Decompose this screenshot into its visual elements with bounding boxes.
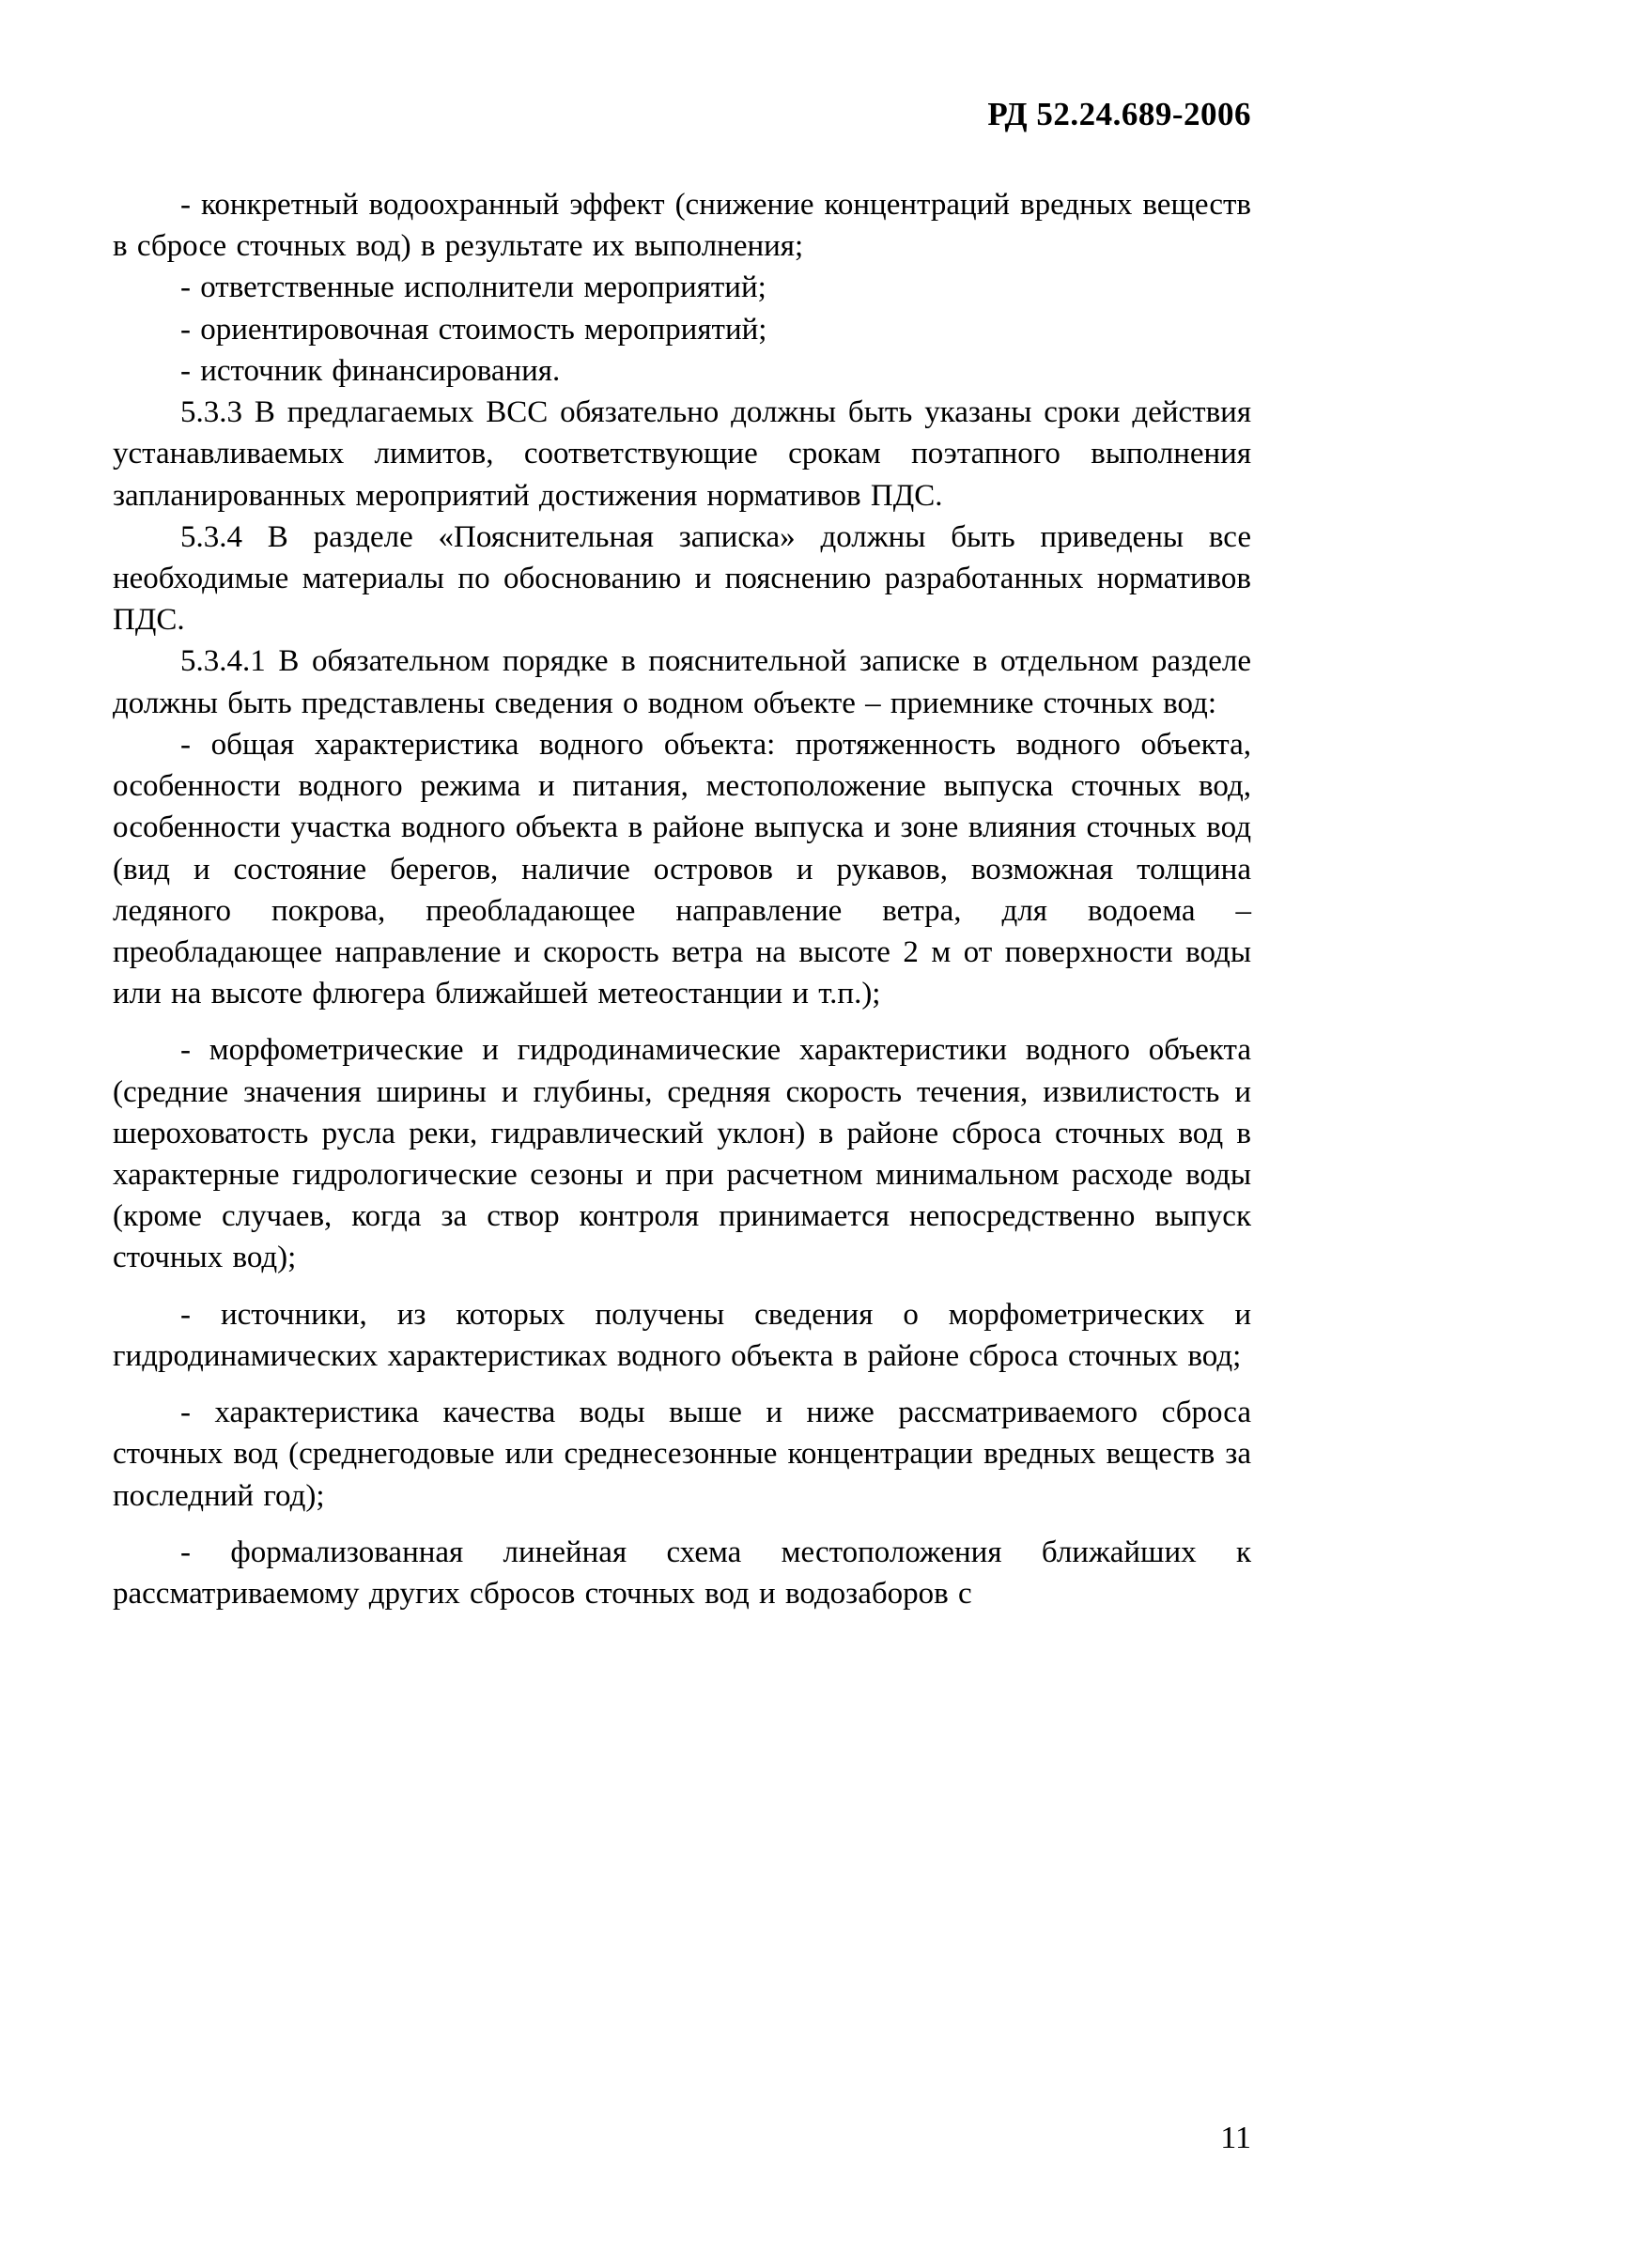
paragraph: 5.3.4.1 В обязательном порядке в пояснительной записке в отдельном разделе должны быть представлены сведения о водном объекте – приемнике сточных вод: bbox=[113, 644, 1251, 720]
paragraph: - морфометрические и гидродинамические характеристики водного объекта (средние значения ширины и глубины, средняя скорость течения, извилистость и шероховатость русла реки, гидравлический уклон) в районе сброса сточных вод в характерные гидрологические сезоны и при расчетном минимальном расходе воды (кроме случаев, когда за створ контроля принимается непосредственно выпуск сточных вод); bbox=[113, 1033, 1251, 1275]
paragraph: - ориентировочная стоимость мероприятий; bbox=[180, 312, 767, 347]
paragraph: 5.3.3 В предлагаемых ВСС обязательно должны быть указаны сроки действия устанавливаемых лимитов, соответствующие срокам поэтапного выполнения запланированных мероприятий достижения нормативов ПДС. bbox=[113, 395, 1251, 513]
paragraph: - источник финансирования. bbox=[180, 353, 561, 388]
paragraph: - характеристика качества воды выше и ниже рассматриваемого сброса сточных вод (среднегодовые или среднесезонные концентрации вредных веществ за последний год); bbox=[113, 1396, 1251, 1513]
paragraph: - общая характеристика водного объекта: протяженность водного объекта, особенности водного режима и питания, местоположение выпуска сточных вод, особенности участка водного объекта в районе выпуска и зоне влияния сточных вод (вид и состояние берегов, наличие островов и рукавов, возможная толщина ледяного покрова, преобладающее направление ветра, для водоема – преобладающее направление и скорость ветра на высоте 2 м от поверхности воды или на высоте флюгера ближайшей метеостанции и т.п.); bbox=[113, 727, 1251, 1011]
paragraph: - ответственные исполнители мероприятий; bbox=[180, 270, 766, 305]
paragraph: - конкретный водоохранный эффект (снижение концентраций вредных веществ в сбросе сточных вод) в результате их выполнения; bbox=[113, 188, 1251, 264]
paragraph: 5.3.4 В разделе «Пояснительная записка» должны быть приведены все необходимые материалы по обоснованию и пояснению разработанных нормативов ПДС. bbox=[113, 519, 1251, 638]
paragraph: - формализованная линейная схема местоположения ближайших к рассматриваемому других сбросов сточных вод и водозаборов с bbox=[113, 1535, 1251, 1611]
document-code-header: РД 52.24.689-2006 bbox=[987, 96, 1251, 132]
document-body bbox=[113, 184, 1251, 1614]
paragraph: - источники, из которых получены сведения о морфометрических и гидродинамических характеристиках водного объекта в районе сброса сточных вод; bbox=[113, 1297, 1251, 1373]
page-number: 11 bbox=[1220, 2121, 1251, 2155]
